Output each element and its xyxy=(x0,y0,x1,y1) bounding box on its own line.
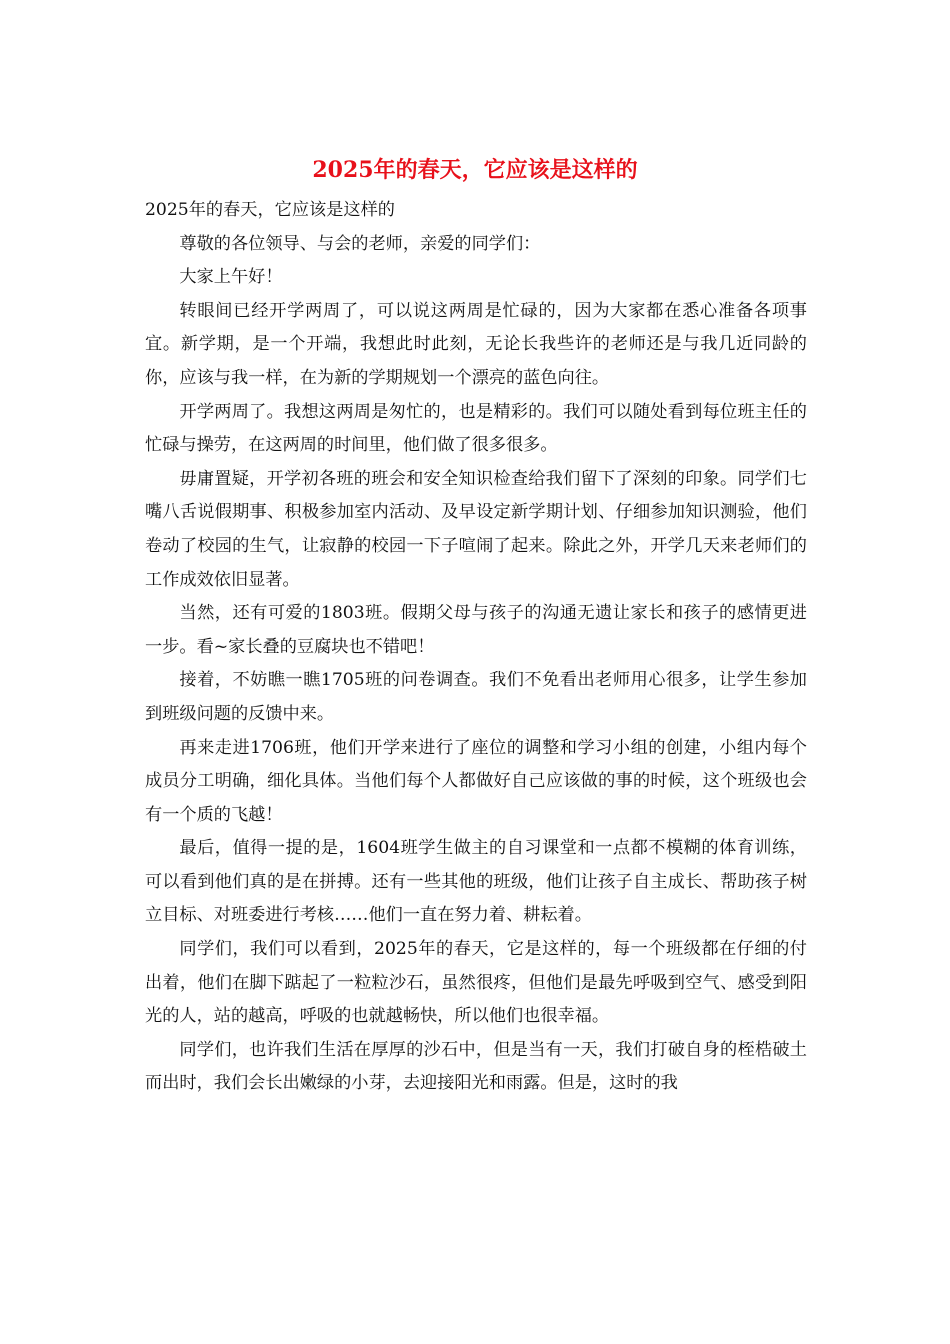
paragraph: 同学们，也许我们生活在厚厚的沙石中，但是当有一天，我们打破自身的桎梏破土而出时，我们会长出嫩绿的小芽，去迎接阳光和雨露。但是，这时的我 xyxy=(145,1039,807,1094)
paragraph-good-morning: 大家上午好！ xyxy=(179,267,283,288)
paragraph: 转眼间已经开学两周了，可以说这两周是忙碌的，因为大家都在悉心准备各项事宜。新学期，是一个开端，我想此时此刻，无论长我些许的老师还是与我几近同龄的你，应该与我一样，在为新的学期规划一个漂亮的蓝色向往。 xyxy=(145,300,807,388)
paragraph: 再来走进1706班，他们开学来进行了座位的调整和学习小组的创建，小组内每个成员分工明确，细化具体。当他们每个人都做好自己应该做的事的时候，这个班级也会有一个质的飞越！ xyxy=(145,737,807,825)
paragraph: 毋庸置疑，开学初各班的班会和安全知识检查给我们留下了深刻的印象。同学们七嘴八舌说假期事、积极参加室内活动、及早设定新学期计划、仔细参加知识测验，他们卷动了校园的生气，让寂静的校园一下子喧闹了起来。除此之外，开学几天来老师们的工作成效依旧显著。 xyxy=(145,468,807,590)
paragraph: 接着，不妨瞧一瞧1705班的问卷调查。我们不免看出老师用心很多，让学生参加到班级问题的反馈中来。 xyxy=(145,670,807,724)
paragraph: 开学两周了。我想这两周是匆忙的，也是精彩的。我们可以随处看到每位班主任的忙碌与操劳，在这两周的时间里，他们做了很多很多。 xyxy=(145,401,807,456)
paragraph: 同学们，我们可以看到，2025年的春天，它是这样的，每一个班级都在仔细的付出着，他们在脚下踮起了一粒粒沙石，虽然很疼，但他们是最先呼吸到空气、感受到阳光的人，站的越高，呼吸的也就越畅快，所以他们也很幸福。 xyxy=(145,939,807,1027)
paragraph: 当然，还有可爱的1803班。假期父母与孩子的沟通无遗让家长和孩子的感情更进一步。看~家长叠的豆腐块也不错吧！ xyxy=(145,603,807,657)
document-body xyxy=(145,194,807,1101)
document-subtitle: 2025年的春天，它应该是这样的 xyxy=(145,200,395,220)
paragraph: 最后，值得一提的是，1604班学生做主的自习课堂和一点都不模糊的体育训练，可以看到他们真的是在拼搏。还有一些其他的班级，他们让孩子自主成长、帮助孩子树立目标、对班委进行考核……他们一直在努力着、耕耘着。 xyxy=(145,838,807,926)
document-title: 2025年的春天，它应该是这样的 xyxy=(312,157,638,183)
paragraph-greeting: 尊敬的各位领导、与会的老师，亲爱的同学们： xyxy=(179,233,541,254)
